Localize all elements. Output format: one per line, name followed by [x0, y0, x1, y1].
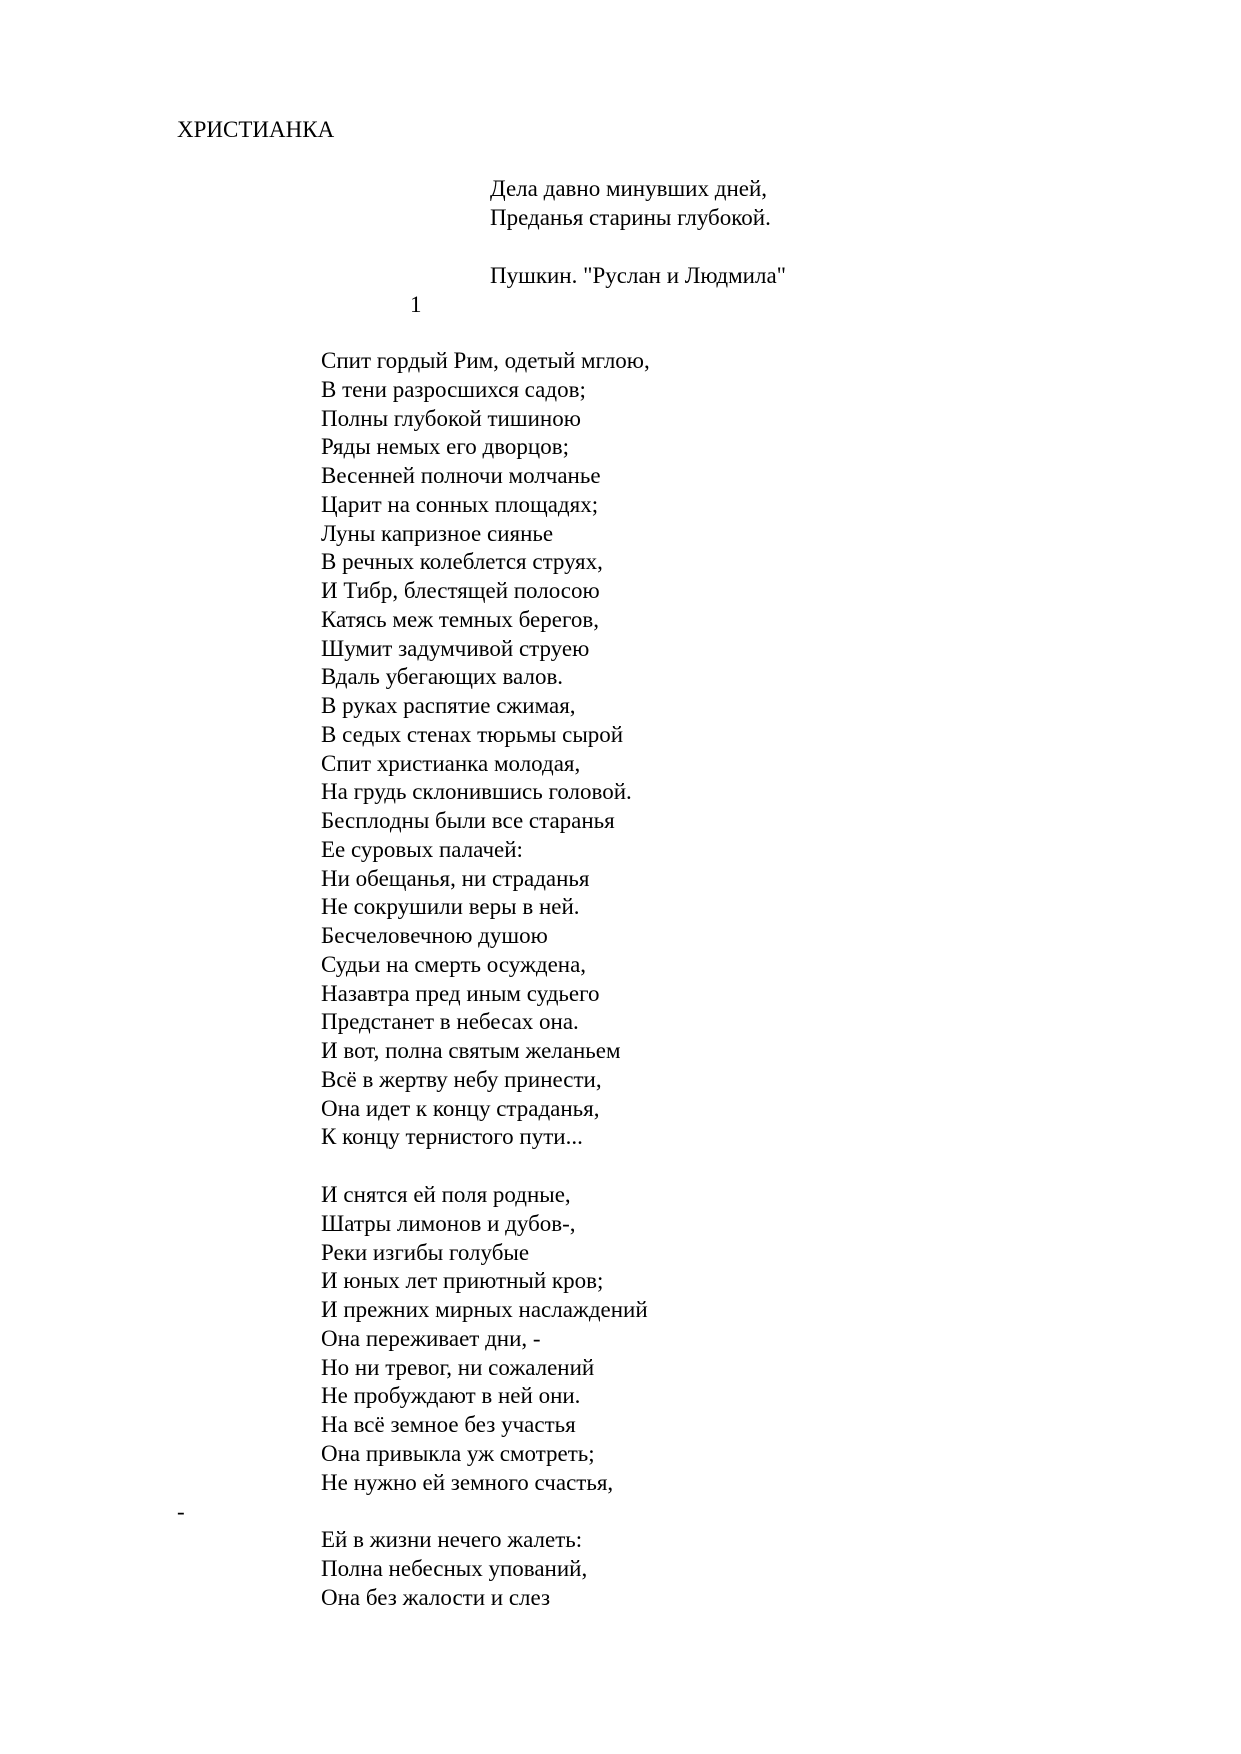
- verse-line: И вот, полна святым желаньем: [321, 1038, 621, 1063]
- verse-line: Вдаль убегающих валов.: [321, 664, 564, 690]
- verse-line: Царит на сонных площадях;: [321, 491, 599, 517]
- verse-line: К концу тернистого пути...: [321, 1124, 583, 1150]
- verse-line: Судьи на смерть осуждена,: [321, 951, 587, 977]
- verse-line: Бесчеловечною душою: [321, 923, 548, 948]
- verse-line: И юных лет приютный кров;: [321, 1268, 604, 1294]
- stanza-2: [321, 1181, 648, 1497]
- verse-line: Ей в жизни нечего жалеть:: [321, 1527, 583, 1552]
- verse-line: На грудь склонившись головой.: [321, 779, 632, 805]
- verse-line: Всё в жертву небу принести,: [321, 1066, 602, 1092]
- stanza-1: [321, 347, 650, 1152]
- poem-title: ХРИСТИАНКА: [177, 117, 335, 142]
- verse-line: Ее суровых палачей:: [321, 836, 523, 862]
- verse-line: На всё земное без участья: [321, 1412, 576, 1437]
- verse-line: В тени разросшихся садов;: [321, 376, 586, 402]
- verse-line: Весенней полночи молчанье: [321, 463, 601, 488]
- section-number: 1: [410, 292, 422, 317]
- epigraph-line: Преданья старины глубокой.: [490, 204, 771, 230]
- verse-line: Ни обещанья, ни страданья: [321, 865, 590, 891]
- verse-line: Не нужно ей земного счастья,: [321, 1469, 614, 1495]
- verse-line: Она без жалости и слез: [321, 1584, 551, 1610]
- verse-line: И прежних мирных наслаждений: [321, 1297, 648, 1322]
- verse-line: Полна небесных упований,: [321, 1555, 588, 1581]
- verse-line: Она идет к концу страданья,: [321, 1095, 600, 1121]
- epigraph: [490, 175, 771, 232]
- margin-mark: -: [177, 1499, 185, 1524]
- verse-line: Луны капризное сиянье: [321, 520, 554, 546]
- verse-line: Не пробуждают в ней они.: [321, 1383, 581, 1409]
- verse-line: В седых стенах тюрьмы сырой: [321, 721, 624, 747]
- epigraph-attribution: Пушкин. "Руслан и Людмила": [490, 263, 787, 288]
- stanza-3: [321, 1526, 587, 1612]
- verse-line: Но ни тревог, ни сожалений: [321, 1354, 595, 1380]
- verse-line: В руках распятие сжимая,: [321, 693, 576, 718]
- verse-line: Она переживает дни, -: [321, 1325, 541, 1351]
- verse-line: Реки изгибы голубые: [321, 1239, 530, 1265]
- verse-line: Она привыкла уж смотреть;: [321, 1440, 595, 1466]
- epigraph-line: Дела давно минувших дней,: [490, 176, 768, 201]
- verse-line: И Тибр, блестящей полосою: [321, 578, 600, 603]
- verse-line: Бесплодны были все старанья: [321, 808, 615, 833]
- verse-line: В речных колеблется струях,: [321, 549, 603, 575]
- verse-line: И снятся ей поля родные,: [321, 1182, 571, 1207]
- verse-line: Назавтра пред иным судьего: [321, 980, 600, 1006]
- verse-line: Полны глубокой тишиною: [321, 405, 581, 431]
- verse-line: Не сокрушили веры в ней.: [321, 894, 580, 920]
- verse-line: Предстанет в небесах она.: [321, 1009, 579, 1035]
- verse-line: Шатры лимонов и дубов-,: [321, 1210, 576, 1236]
- verse-line: Спит христианка молодая,: [321, 750, 581, 776]
- verse-line: Спит гордый Рим, одетый мглою,: [321, 348, 650, 373]
- verse-line: Ряды немых его дворцов;: [321, 434, 569, 460]
- verse-line: Катясь меж темных берегов,: [321, 606, 599, 632]
- verse-line: Шумит задумчивой струею: [321, 635, 590, 661]
